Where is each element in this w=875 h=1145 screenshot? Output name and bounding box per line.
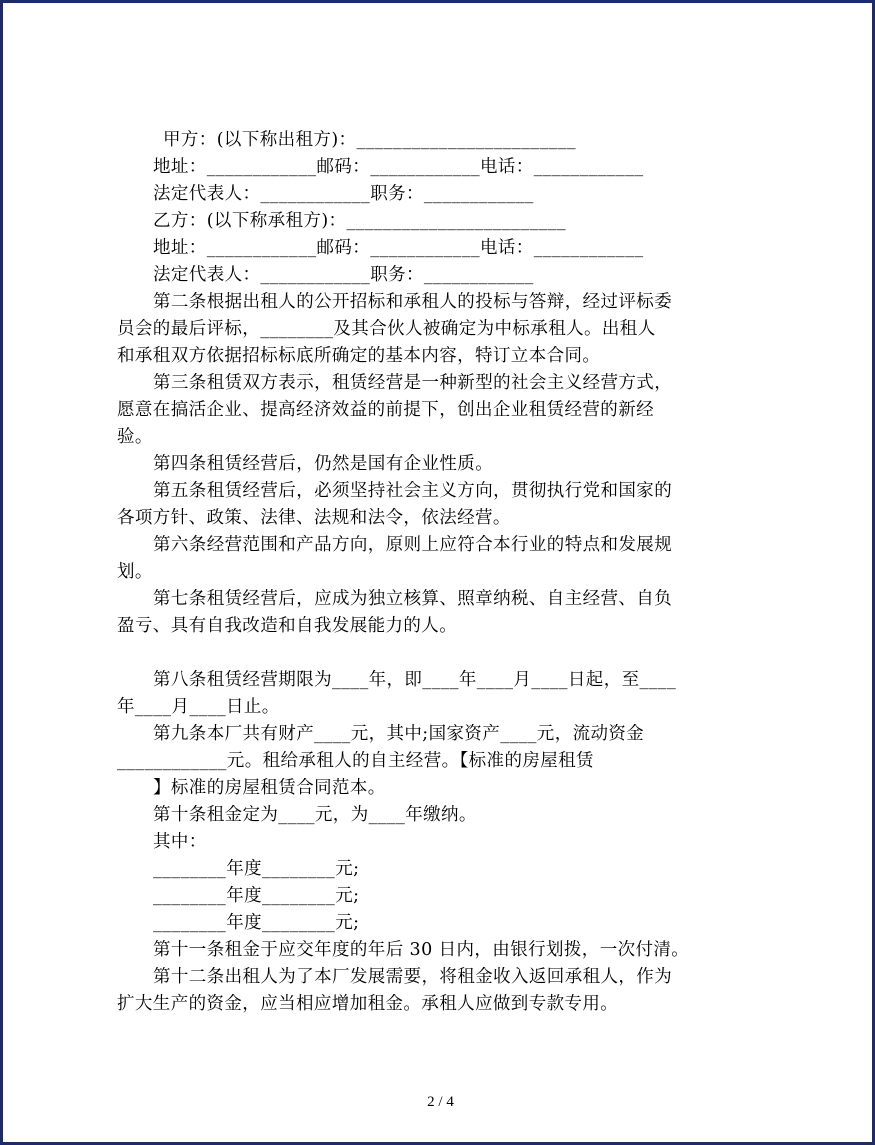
article-3-line-2: 愿意在搞活企业、提高经济效益的前提下，创出企业租赁经营的新经 — [117, 400, 654, 420]
article-9-line-3: 】标准的房屋租赁合同范本。 — [153, 778, 386, 798]
annual-rent-line-2: ________年度________元; — [153, 886, 360, 906]
article-11-line-1: 第十一条租金于应交年度的年后 30 日内，由银行划拨，一次付清。 — [153, 940, 690, 960]
article-3-line-1: 第三条租赁双方表示，租赁经营是一种新型的社会主义经营方式， — [153, 373, 673, 393]
party-a-line: 甲方：(以下称出租方)：________________________ — [163, 130, 577, 150]
article-2-line-2: 员会的最后评标，________及其合伙人被确定为中标承租人。出租人 — [117, 319, 656, 339]
article-4-line-1: 第四条租赁经营后，仍然是国有企业性质。 — [153, 454, 494, 474]
article-6-line-2: 划。 — [117, 562, 153, 582]
party-a-representative-line: 法定代表人：____________职务：____________ — [153, 184, 534, 204]
article-5-line-2: 各项方针、政策、法律、法规和法令，依法经营。 — [117, 508, 511, 528]
article-7-line-2: 盈亏、具有自我改造和自我发展能力的人。 — [117, 616, 458, 636]
article-7-line-1: 第七条租赁经营后，应成为独立核算、照章纳税、自主经营、自负 — [153, 589, 673, 609]
article-3-line-3: 验。 — [117, 427, 153, 447]
paragraph-gap — [117, 640, 777, 667]
document-body — [117, 127, 777, 1018]
annual-rent-line-1: ________年度________元; — [153, 859, 360, 879]
article-5-line-1: 第五条租赁经营后，必须坚持社会主义方向，贯彻执行党和国家的 — [153, 481, 673, 501]
page-number: 2 / 4 — [427, 1094, 454, 1110]
article-10-line-2: 其中： — [153, 832, 207, 852]
article-9-line-2: ____________元。租给承租人的自主经营。【标准的房屋租赁 — [117, 751, 594, 771]
article-8-line-1: 第八条租赁经营期限为____年，即____年____月____日起，至____ — [153, 670, 677, 690]
party-b-line: 乙方：(以下称承租方)：________________________ — [153, 211, 567, 231]
party-b-address-line: 地址：____________邮码：____________电话：____________ — [153, 238, 644, 258]
annual-rent-line-3: ________年度________元; — [153, 913, 360, 933]
article-2-line-1: 第二条根据出租人的公开招标和承租人的投标与答辩，经过评标委 — [153, 292, 673, 312]
article-12-line-2: 扩大生产的资金，应当相应增加租金。承租人应做到专款专用。 — [117, 994, 619, 1014]
article-8-line-2: 年____月____日止。 — [117, 697, 280, 717]
article-10-line-1: 第十条租金定为____元，为____年缴纳。 — [153, 805, 477, 825]
article-9-line-1: 第九条本厂共有财产____元，其中;国家资产____元，流动资金 — [153, 724, 645, 744]
article-2-line-3: 和承租双方依据招标标底所确定的基本内容，特订立本合同。 — [117, 346, 601, 366]
party-b-representative-line: 法定代表人：____________职务：____________ — [153, 265, 534, 285]
article-12-line-1: 第十二条出租人为了本厂发展需要，将租金收入返回承租人，作为 — [153, 967, 673, 987]
article-6-line-1: 第六条经营范围和产品方向，原则上应符合本行业的特点和发展规 — [153, 535, 673, 555]
party-a-address-line: 地址：____________邮码：____________电话：____________ — [153, 157, 644, 177]
